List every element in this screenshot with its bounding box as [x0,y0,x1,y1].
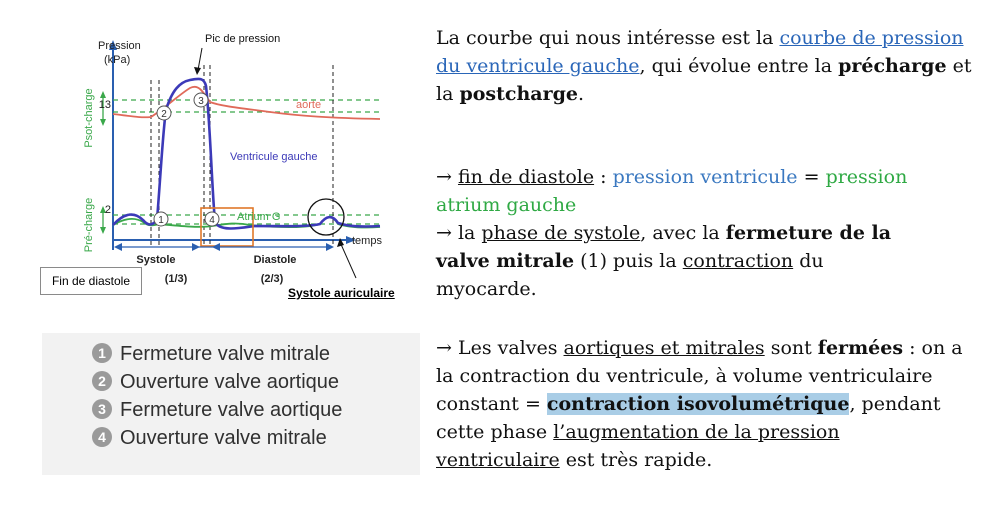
legend-text: Ouverture valve aortique [120,371,340,393]
legend-item-1 [92,343,330,366]
y-axis-label: Pression [98,40,141,52]
marker-2 [157,106,171,120]
systole-fraction: (1/3) [164,273,188,285]
tick-13: 13 [98,99,111,111]
number-4-icon: 4 [92,427,112,447]
svg-text:4: 4 [209,215,215,226]
time-label: temps [352,235,382,247]
ventricle-label: Ventricule gauche [230,151,318,163]
systole-label: Systole [136,254,176,266]
intro-paragraph: La courbe qui nous intéresse est la courbe de pression du ventricule gauche, qui évolue entre la précharge et la postcharge. [436,27,972,105]
legend-item-2 [92,371,339,394]
diastole-label: Diastole [253,254,297,266]
y-axis-unit: (kPa) [104,54,131,66]
tick-2: 2 [104,204,111,216]
highlight-isovolumetrique: contraction isovolumétrique [546,393,850,415]
precharge-label: Pré-charge [83,197,95,253]
svg-text:2: 2 [161,109,167,120]
number-1-icon: 1 [92,343,112,363]
svg-text:3: 3 [198,96,204,107]
aorte-label: aorte [296,99,322,111]
courbe-link[interactable]: courbe de pression du ventricule gauche [436,27,964,77]
systole-auriculaire-label: Systole auriculaire [288,286,395,300]
pressure-figure [40,20,425,320]
legend-text: Fermeture valve aortique [120,399,343,421]
aorta-curve [113,87,380,119]
number-3-icon: 3 [92,399,112,419]
fin-diastole-box: Fin de diastole [40,267,142,295]
postcharge-label: Psot-charge [83,88,95,148]
peak-label: Pic de pression [205,33,281,45]
legend-item-3 [92,399,342,422]
svg-text:1: 1 [158,215,164,226]
legend-item-4 [92,427,327,450]
legend-text: Ouverture valve mitrale [120,427,327,449]
marker-4 [205,212,219,226]
marker-3 [194,93,208,107]
diastole-fraction: (2/3) [260,273,284,285]
number-2-icon: 2 [92,371,112,391]
valve-legend [42,333,420,475]
marker-1 [154,212,168,226]
atrium-label: Atrium G [237,211,281,223]
diastole-systole-paragraph: → fin de diastole : pression ventricule = pression atrium gauche → la phase de systole, avec la fermeture de la valve mitrale (1) puis la contraction du myocarde. [436,166,908,300]
isovolumic-paragraph: → Les valves aortiques et mitrales sont fermées : on a la contraction du ventricule, à volume ventriculaire constant = contraction isovolumétrique, pendant cette phase l’augmentation de la pression ventriculaire est très rapide. [436,337,963,471]
legend-text: Fermeture valve mitrale [120,343,331,365]
